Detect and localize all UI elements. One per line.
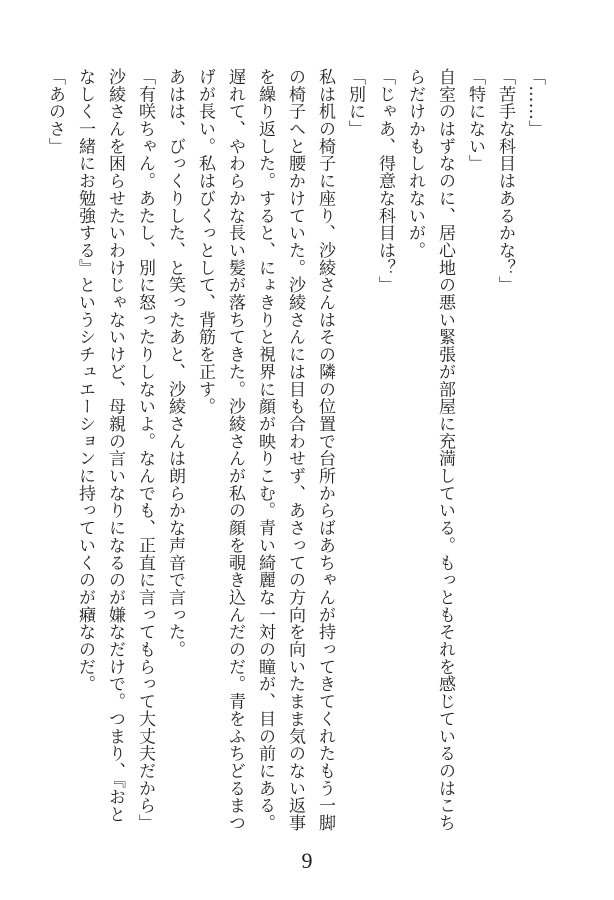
narration-paragraph: 沙綾さんを困らせたいわけじゃないけど、母親の言いなりになるのが嫌なだけで。つまり、『おとなしく一緒にお勉強する』というシチュエーションに持っていくのが癪なのだ。 — [75, 68, 125, 823]
page-number: 9 — [301, 848, 313, 873]
dialogue-line: 「あのさ」 — [45, 68, 65, 155]
narration-paragraph: 自室のはずなのに、居心地の悪い緊張が部屋に充満している。もっともそれを感じているのはこちらだけかもしれないが。 — [405, 68, 455, 832]
dialogue-line: 「……」 — [525, 68, 545, 138]
dialogue-line: 「別に」 — [345, 68, 365, 138]
vertical-text-body — [45, 68, 550, 838]
narration-paragraph: あはは、びっくりした、と笑ったあと、沙綾さんは朗らかな声音で言った。 — [165, 68, 185, 658]
dialogue-line: 「特にない」 — [465, 68, 485, 173]
dialogue-line: 「じゃあ、得意な科目は？」 — [375, 68, 395, 294]
dialogue-line: 「苦手な科目はあるかな？」 — [495, 68, 515, 294]
dialogue-line: 「有咲ちゃん。あたし、別に怒ったりしないよ。なんでも、正直に言ってもらって大丈夫だから」 — [135, 68, 155, 832]
narration-paragraph: 私は机の椅子に座り、沙綾さんはその隣の位置で台所からばあちゃんが持ってきてくれたもう一脚の椅子へと腰かけていた。沙綾さんには目も合わせず、あさっての方向を向いたまま気のない返事を繰り返した。すると、にょきりと視界に顔が映りこむ。青い綺麗な一対の瞳が、目の前にある。遅れて、やわらかな長い髪が落ちてきた。沙綾さんが私の顔を覗き込んだのだ。青をふちどるまつげが長い。私はびくっとして、背筋を正す。 — [195, 68, 335, 832]
